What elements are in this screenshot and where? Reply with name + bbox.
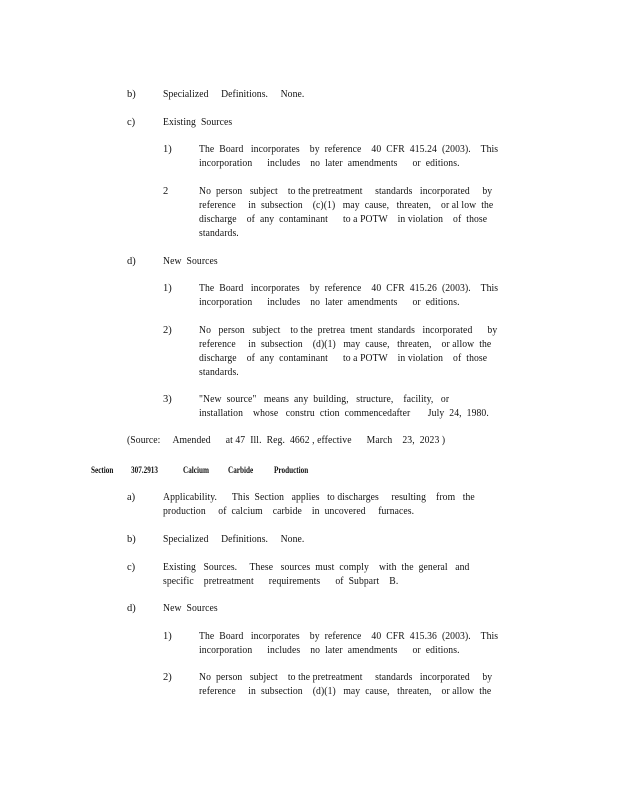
existing-sources-heading: Existing Sources [163, 117, 233, 128]
item-label-a: a) [127, 492, 136, 503]
subitem-label-d2: 2) [163, 325, 172, 336]
paragraph-line: incorporation includes no later amendments or editions. [199, 645, 460, 656]
paragraph-line: Applicability. This Section applies to discharges resulting from the [163, 492, 475, 503]
new-sources-heading: New Sources [163, 256, 218, 267]
paragraph-line: reference in subsection (d)(1) may cause, threaten, or allow the [199, 686, 492, 697]
source-note: (Source: Amended at 47 Ill. Reg. 4662 , effective March 23, 2023 ) [127, 435, 446, 446]
section-title-word: Carbide [228, 465, 254, 475]
item-label-d: d) [127, 256, 136, 267]
subitem-label-c1: 1) [163, 144, 172, 155]
item-label-c: c) [127, 562, 136, 573]
item-label-b: b) [127, 89, 136, 100]
paragraph-line: The Board incorporates by reference 40 CFR 415.36 (2003). This [199, 631, 499, 642]
item-label-b: b) [127, 534, 136, 545]
specialized-definitions-text: Specialized Definitions. None. [163, 89, 305, 100]
paragraph-line: standards. [199, 228, 239, 239]
paragraph-line: Existing Sources. These sources must comply with the general and [163, 562, 470, 573]
paragraph-line: "New source" means any building, structure, facility, or [199, 394, 450, 405]
item-label-d: d) [127, 603, 136, 614]
subitem-label-d2: 2) [163, 672, 172, 683]
specialized-definitions-text: Specialized Definitions. None. [163, 534, 305, 545]
subitem-label-c2: 2 [163, 186, 169, 197]
paragraph-line: installation whose constru ction commencedafter July 24, 1980. [199, 408, 489, 419]
paragraph-line: The Board incorporates by reference 40 CFR 415.24 (2003). This [199, 144, 499, 155]
paragraph-line: discharge of any contaminant to a POTW in violation of those [199, 214, 488, 225]
paragraph-line: No person subject to the pretrea tment standards incorporated by [199, 325, 498, 336]
paragraph-line: No person subject to the pretreatment standards incorporated by [199, 186, 493, 197]
paragraph-line: standards. [199, 367, 239, 378]
section-title-word: Calcium [183, 465, 209, 475]
paragraph-line: discharge of any contaminant to a POTW in violation of those [199, 353, 488, 364]
paragraph-line: reference in subsection (d)(1) may cause, threaten, or allow the [199, 339, 492, 350]
paragraph-line: production of calcium carbide in uncovered furnaces. [163, 506, 415, 517]
section-title-word: Production [274, 465, 309, 475]
paragraph-line: incorporation includes no later amendments or editions. [199, 297, 460, 308]
subitem-label-d3: 3) [163, 394, 172, 405]
section-number: 307.2913 [131, 465, 158, 475]
paragraph-line: reference in subsection (c)(1) may cause, threaten, or al low the [199, 200, 494, 211]
section-word: Section [91, 465, 114, 475]
paragraph-line: No person subject to the pretreatment standards incorporated by [199, 672, 493, 683]
subitem-label-d1: 1) [163, 631, 172, 642]
paragraph-line: specific pretreatment requirements of Subpart B. [163, 576, 399, 587]
item-label-c: c) [127, 117, 136, 128]
paragraph-line: The Board incorporates by reference 40 CFR 415.26 (2003). This [199, 283, 499, 294]
subitem-label-d1: 1) [163, 283, 172, 294]
paragraph-line: incorporation includes no later amendments or editions. [199, 158, 460, 169]
new-sources-heading: New Sources [163, 603, 218, 614]
